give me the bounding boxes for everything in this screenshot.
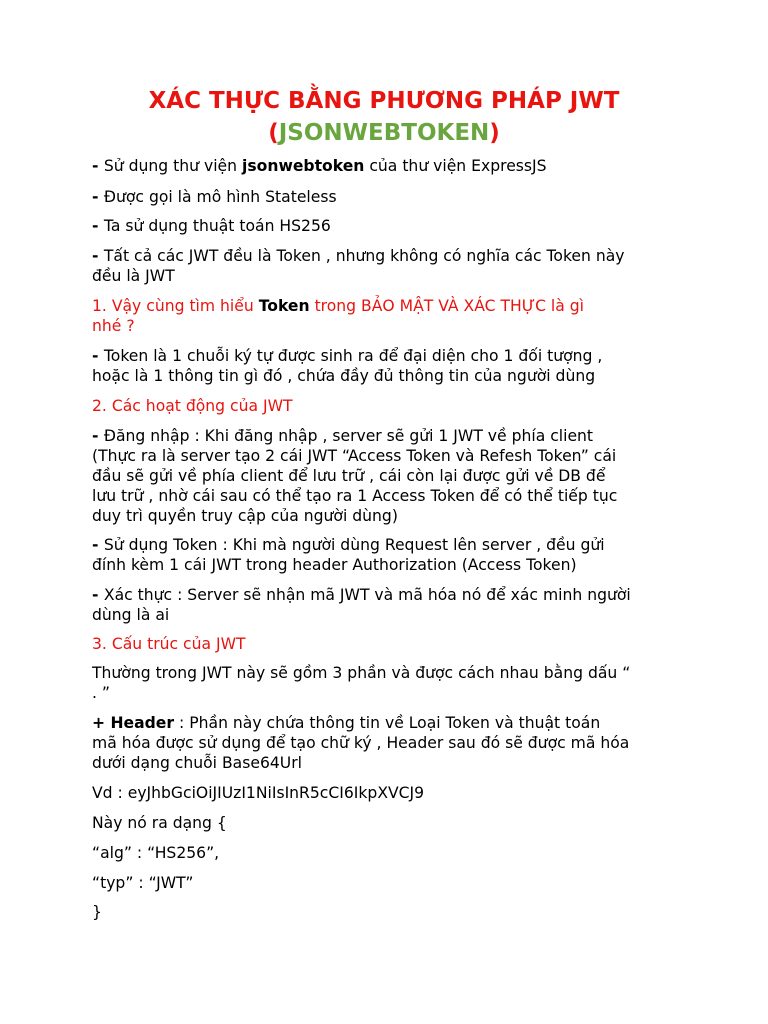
- heading-text: 1. Vậy cùng tìm hiểu: [92, 297, 259, 315]
- body-text: “typ” : “JWT”: [92, 874, 194, 892]
- library-name: jsonwebtoken: [242, 157, 365, 175]
- header-line: [92, 753, 682, 773]
- heading-bold: Token: [258, 297, 310, 315]
- document-subtitle: [0, 118, 768, 148]
- bullet-dash: -: [92, 586, 104, 604]
- header-line: [92, 733, 682, 753]
- body-text: đính kèm 1 cái JWT trong header Authorization (Access Token): [92, 556, 577, 574]
- structure-intro-cont: [92, 683, 682, 703]
- verify-paragraph: [92, 585, 682, 605]
- login-line: [92, 446, 682, 466]
- decoded-close: [92, 902, 682, 922]
- body-text: đầu sẽ gửi về phía client để lưu trữ , cái còn lại được gửi về DB để: [92, 467, 606, 485]
- bullet-dash: -: [92, 427, 104, 445]
- body-text: hoặc là 1 thông tin gì đó , chứa đầy đủ thông tin của người dùng: [92, 367, 596, 385]
- body-text: . ”: [92, 684, 110, 702]
- body-text: Xác thực : Server sẽ nhận mã JWT và mã hóa nó để xác minh người: [103, 586, 631, 604]
- decoded-typ: [92, 873, 682, 893]
- document-title: [0, 86, 768, 116]
- use-token-paragraph: [92, 535, 682, 555]
- body-text: Đăng nhập : Khi đăng nhập , server sẽ gửi 1 JWT về phía client: [103, 427, 594, 445]
- section1-body-cont: [92, 366, 682, 386]
- subtitle-open-paren: (: [268, 120, 279, 146]
- decoded-open: [92, 813, 682, 833]
- intro-text: của thư viện ExpressJS: [364, 157, 547, 175]
- intro-text: Ta sử dụng thuật toán HS256: [103, 217, 331, 235]
- section1-body: [92, 346, 682, 366]
- use-token-line: [92, 555, 682, 575]
- title-line1: XÁC THỰC BẰNG PHƯƠNG PHÁP JWT: [148, 88, 620, 114]
- login-line: [92, 466, 682, 486]
- intro-text: Sử dụng thư viện: [103, 157, 242, 175]
- body-text: lưu trữ , nhờ cái sau có thể tạo ra 1 Access Token để có thể tiếp tục: [92, 487, 618, 505]
- body-text: “alg” : “HS256”,: [92, 844, 220, 862]
- bullet-dash: -: [92, 188, 104, 206]
- heading-text: 3. Cấu trúc của JWT: [92, 635, 246, 653]
- header-label: + Header: [92, 714, 175, 732]
- body-text: duy trì quyền truy cập của người dùng): [92, 507, 398, 525]
- body-text: }: [92, 903, 102, 921]
- bullet-dash: -: [92, 247, 104, 265]
- body-text: dùng là ai: [92, 606, 170, 624]
- subtitle-highlight: JSONWEBTOKEN: [278, 120, 490, 146]
- heading-text: 2. Các hoạt động của JWT: [92, 397, 293, 415]
- intro-text: Được gọi là mô hình Stateless: [103, 188, 337, 206]
- section1-heading-cont: [92, 316, 682, 336]
- heading-text: nhé ?: [92, 317, 135, 335]
- body-text: Thường trong JWT này sẽ gồm 3 phần và được cách nhau bằng dấu “: [92, 664, 631, 682]
- body-text: : Phần này chứa thông tin về Loại Token và thuật toán: [174, 714, 601, 732]
- header-paragraph: [92, 713, 682, 733]
- intro-text: Tất cả các JWT đều là Token , nhưng không có nghĩa các Token này: [103, 247, 625, 265]
- bullet-dash: -: [92, 536, 104, 554]
- body-text: mã hóa được sử dụng để tạo chữ ký , Header sau đó sẽ được mã hóa: [92, 734, 630, 752]
- bullet-dash: -: [92, 347, 104, 365]
- login-line: [92, 506, 682, 526]
- body-text: Này nó ra dạng {: [92, 814, 227, 832]
- intro-bullet-algorithm: [92, 216, 682, 236]
- section1-heading: [92, 296, 682, 316]
- body-text: (Thực ra là server tạo 2 cái JWT “Access Token và Refesh Token” cái: [92, 447, 617, 465]
- intro-bullet-jwt-token: [92, 246, 682, 266]
- section2-heading: [92, 396, 682, 416]
- bullet-dash: -: [92, 157, 104, 175]
- section3-heading: [92, 634, 682, 654]
- login-paragraph: [92, 426, 682, 446]
- heading-text: trong BẢO MẬT VÀ XÁC THỰC là gì: [309, 297, 584, 315]
- decoded-alg: [92, 843, 682, 863]
- body-text: dưới dạng chuỗi Base64Url: [92, 754, 302, 772]
- intro-bullet-stateless: [92, 187, 682, 207]
- subtitle-close-paren: ): [489, 120, 500, 146]
- verify-line: [92, 605, 682, 625]
- intro-bullet-library: [92, 156, 682, 176]
- body-text: Token là 1 chuỗi ký tự được sinh ra để đại diện cho 1 đối tượng ,: [103, 347, 603, 365]
- example-token: [92, 783, 682, 803]
- intro-text: đều là JWT: [92, 267, 175, 285]
- bullet-dash: -: [92, 217, 104, 235]
- intro-bullet-jwt-token-cont: [92, 266, 682, 286]
- structure-intro: [92, 663, 682, 683]
- login-line: [92, 486, 682, 506]
- body-text: Sử dụng Token : Khi mà người dùng Request lên server , đều gửi: [103, 536, 605, 554]
- body-text: Vd : eyJhbGciOiJIUzI1NiIsInR5cCI6IkpXVCJ9: [92, 784, 425, 802]
